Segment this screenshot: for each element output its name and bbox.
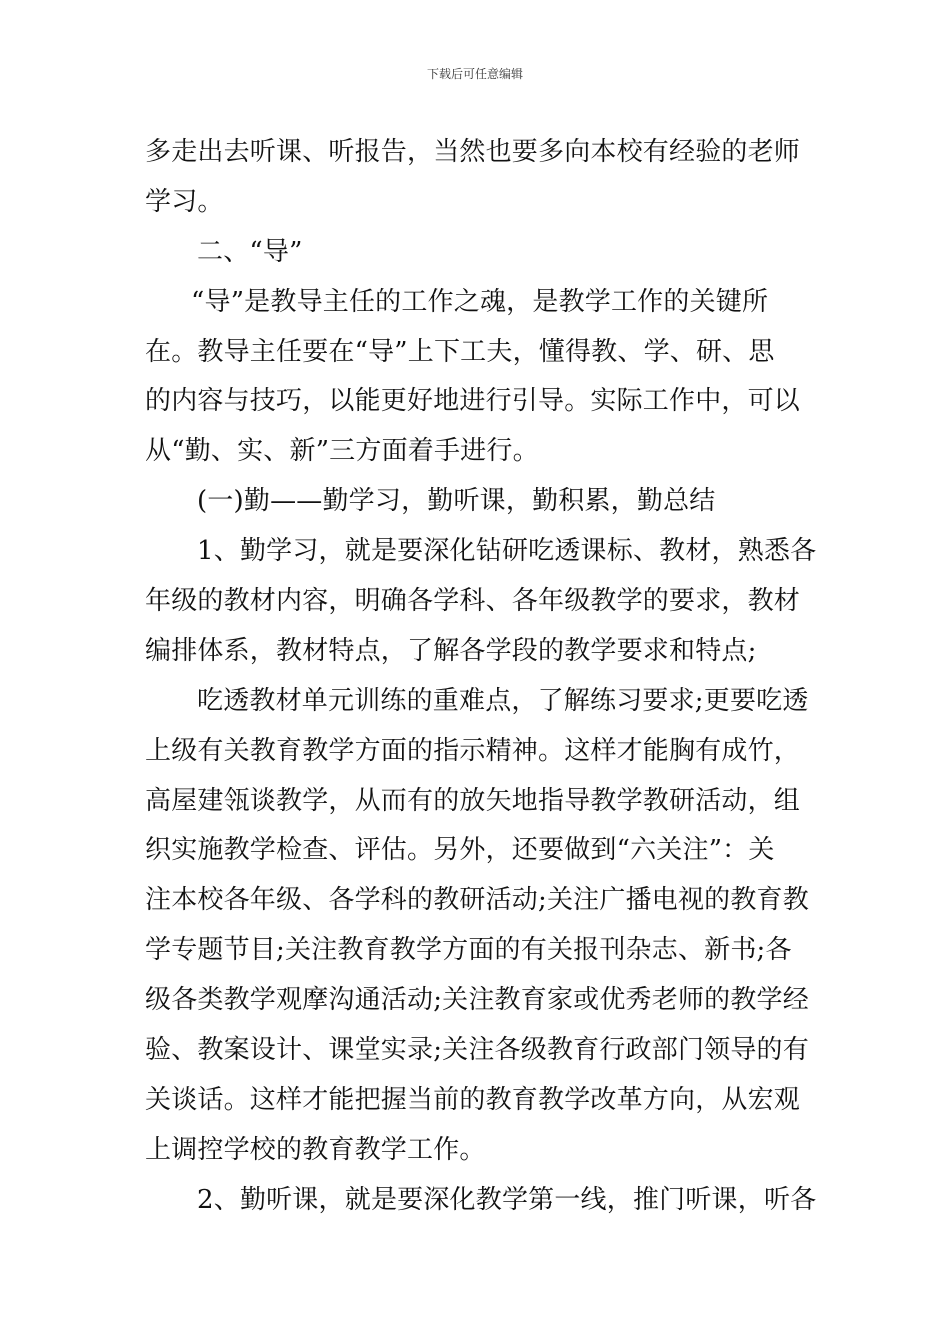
text-line: 验、教案设计、课堂实录;关注各级教育行政部门领导的有: [145, 1035, 809, 1066]
text-line: 高屋建瓴谈教学，从而有的放矢地指导教学教研活动，组: [145, 785, 801, 816]
text-line: 从“勤、实、新”三方面着手进行。: [145, 436, 539, 467]
text-line: 吃透教材单元训练的重难点，了解练习要求;更要吃透: [197, 685, 809, 716]
text-line: 上调控学校的教育教学工作。: [145, 1134, 486, 1165]
text-line: 级各类教学观摩沟通活动;关注教育家或优秀老师的教学经: [145, 985, 809, 1016]
text-line: 织实施教学检查、评估。另外，还要做到“六关注”：关: [145, 835, 775, 866]
text-line: 1、勤学习，就是要深化钻研吃透课标、教材，熟悉各: [197, 536, 817, 567]
text-line: “导”是教导主任的工作之魂，是教学工作的关键所: [191, 286, 769, 317]
text-line: 多走出去听课、听报告，当然也要多向本校有经验的老师: [145, 137, 801, 167]
text-line: 关谈话。这样才能把握当前的教育教学改革方向，从宏观: [145, 1084, 801, 1115]
text-line: 编排体系，教材特点，了解各学段的教学要求和特点;: [145, 635, 757, 666]
text-line: 学习。: [145, 186, 224, 217]
text-line: 在。教导主任要在“导”上下工夫，懂得教、学、研、思: [145, 336, 775, 367]
section-heading: 二、“导”: [197, 236, 303, 267]
text-line: 年级的教材内容，明确各学科、各年级教学的要求，教材: [145, 586, 801, 617]
subsection-heading: (一)勤——勤学习，勤听课，勤积累，勤总结: [197, 486, 716, 517]
text-line: 注本校各年级、各学科的教研活动;关注广播电视的教育教: [145, 885, 809, 916]
text-line: 上级有关教育教学方面的指示精神。这样才能胸有成竹，: [145, 735, 801, 766]
document-body: [145, 128, 817, 1226]
text-line: 学专题节目;关注教育教学方面的有关报刊杂志、新书;各: [145, 935, 792, 966]
text-line: 2、勤听课，就是要深化教学第一线，推门听课，听各: [197, 1184, 817, 1215]
text-line: 的内容与技巧，以能更好地进行引导。实际工作中，可以: [145, 386, 801, 417]
page-header: 下载后可任意编辑: [426, 67, 523, 81]
